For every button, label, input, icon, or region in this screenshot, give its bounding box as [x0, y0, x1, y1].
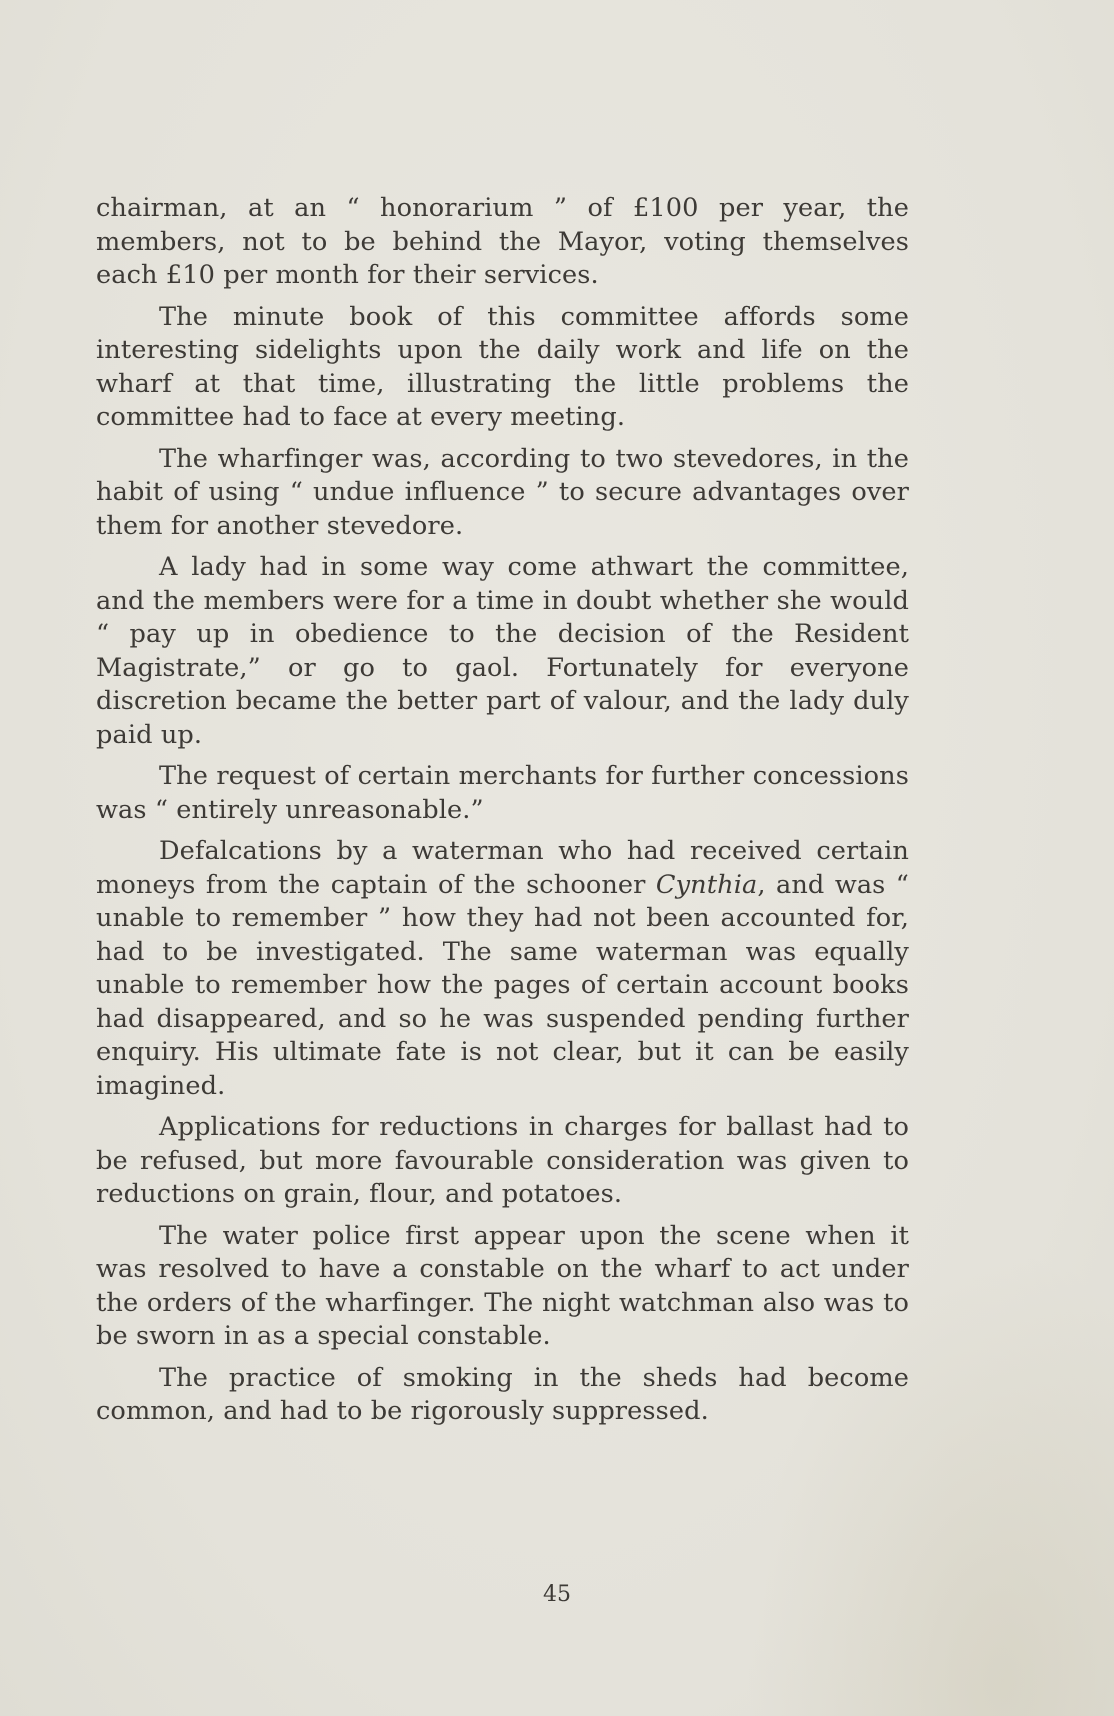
paragraph-minute-book: The minute book of this committee affords some interesting sidelights upon the daily work and life on the wharf at that time, illustrating the little problems the committee had to face at every meeting.: [96, 301, 909, 432]
page-number: 45: [543, 1582, 571, 1607]
body-text: [96, 192, 909, 1429]
paragraph-chairman-honorarium: chairman, at an “ honorarium ” of £100 per year, the members, not to be behind the Mayor, voting themselves each £10 per month for their services.: [96, 193, 909, 290]
paragraph-defalcations: [96, 835, 909, 1103]
defalcations-text-end: , and was “ unable to remember ” how they had not been accounted for, had to be investigated. The same waterman was equally unable to remember how the pages of certain account books had disappeared, and so he was suspended pending further enquiry. His ultimate fate is not clear, but it can be easily imagined.: [96, 869, 909, 1101]
defalcations-text-start: Defalcations by a waterman who had received certain moneys from the captain of the schooner: [96, 836, 909, 900]
ship-name-cynthia: Cynthia: [655, 869, 758, 900]
paragraph-merchants-request: The request of certain merchants for further concessions was “ entirely unreasonable.”: [96, 761, 909, 825]
paragraph-lady: A lady had in some way come athwart the committee, and the members were for a time in doubt whether she would “ pay up in obedience to the decision of the Resident Magistrate,” or go to gaol. Fortunately for everyone discretion became the better part of valour, and the lady duly paid up.: [96, 552, 909, 750]
paragraph-smoking: The practice of smoking in the sheds had become common, and had to be rigorously suppressed.: [96, 1362, 909, 1426]
paragraph-wharfinger: The wharfinger was, according to two stevedores, in the habit of using “ undue influence ” to secure advantages over them for another stevedore.: [96, 443, 909, 541]
paragraph-ballast-charges: Applications for reductions in charges for ballast had to be refused, but more favourable consideration was given to reductions on grain, flour, and potatoes.: [96, 1112, 909, 1209]
paragraph-water-police: The water police first appear upon the scene when it was resolved to have a constable on the wharf to act under the orders of the wharfinger. The night watchman also was to be sworn in as a special constable.: [96, 1220, 909, 1351]
